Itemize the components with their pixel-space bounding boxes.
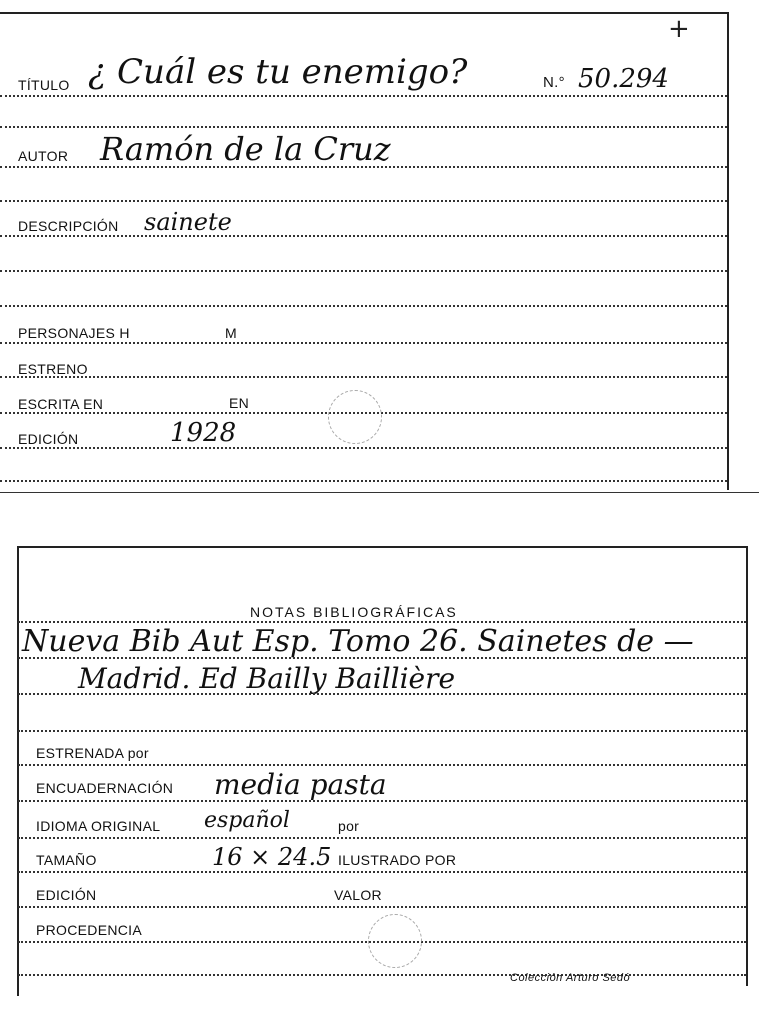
numero-value: 50.294 <box>578 64 669 94</box>
rule-8 <box>0 342 727 344</box>
valor-label: VALOR <box>334 887 382 903</box>
idioma-label: IDIOMA ORIGINAL <box>36 818 161 834</box>
encuadernacion-value: media pasta <box>214 768 387 801</box>
titulo-label: TÍTULO <box>18 77 70 93</box>
rule-2 <box>0 126 727 128</box>
rule-b9 <box>18 906 746 908</box>
rule-b8 <box>18 871 746 873</box>
rule-12 <box>0 480 727 482</box>
numero-label: N.° <box>543 74 565 91</box>
punch-hole-mark-2 <box>368 914 422 968</box>
rule-11 <box>0 447 727 449</box>
titulo-value: ¿ Cuál es tu enemigo? <box>88 52 468 92</box>
rule-5 <box>0 235 727 237</box>
card-right-border <box>727 12 729 490</box>
corner-plus-mark: + <box>668 14 690 44</box>
rule-9 <box>0 376 727 378</box>
card-separator <box>0 492 759 493</box>
procedencia-label: PROCEDENCIA <box>36 922 142 938</box>
catalog-card-bottom <box>0 538 759 998</box>
rule-4 <box>0 200 727 202</box>
notas-line1: Nueva Bib Aut Esp. Tomo 26. Sainetes de — <box>22 624 694 659</box>
edicion2-label: EDICIÓN <box>36 887 97 903</box>
rule-b1 <box>18 621 746 623</box>
edicion-label: EDICIÓN <box>18 431 79 447</box>
escrita-en-label: EN <box>229 395 250 411</box>
card-top-border <box>0 12 728 14</box>
estrenada-label: ESTRENADA por <box>36 745 149 761</box>
descripcion-value: sainete <box>144 208 232 236</box>
notas-heading: NOTAS BIBLIOGRÁFICAS <box>250 604 458 620</box>
rule-b5 <box>18 764 746 766</box>
rule-1 <box>0 95 727 97</box>
card2-top-border <box>18 546 746 548</box>
rule-b3 <box>18 693 746 695</box>
autor-label: AUTOR <box>18 148 69 164</box>
catalog-card-top <box>0 0 759 495</box>
idioma-por-label: por <box>338 818 360 834</box>
tamano-label: TAMAÑO <box>36 852 97 868</box>
rule-7 <box>0 305 727 307</box>
personajes-label: PERSONAJES H <box>18 325 130 341</box>
estreno-label: ESTRENO <box>18 361 88 377</box>
punch-hole-mark <box>328 390 382 444</box>
rule-6 <box>0 270 727 272</box>
encuadernacion-label: ENCUADERNACIÓN <box>36 780 174 796</box>
rule-b2 <box>18 657 746 659</box>
coleccion-footer: Colección Arturo Sedó <box>510 972 631 984</box>
autor-value: Ramón de la Cruz <box>100 130 391 168</box>
rule-b4 <box>18 730 746 732</box>
rule-b6 <box>18 800 746 802</box>
notas-line2: Madrid. Ed Bailly Baillière <box>78 662 456 695</box>
descripcion-label: DESCRIPCIÓN <box>18 218 119 234</box>
rule-b11 <box>18 974 746 976</box>
rule-b7 <box>18 837 746 839</box>
card2-right-border <box>746 546 748 986</box>
ilustrado-label: ILUSTRADO POR <box>338 852 457 868</box>
personajes-m-label: M <box>225 325 237 341</box>
tamano-value: 16 × 24.5 <box>212 843 332 871</box>
escrita-label: ESCRITA EN <box>18 396 104 412</box>
idioma-value: español <box>204 808 290 833</box>
rule-3 <box>0 166 727 168</box>
edicion-value: 1928 <box>170 418 237 448</box>
card2-left-border <box>17 546 19 996</box>
